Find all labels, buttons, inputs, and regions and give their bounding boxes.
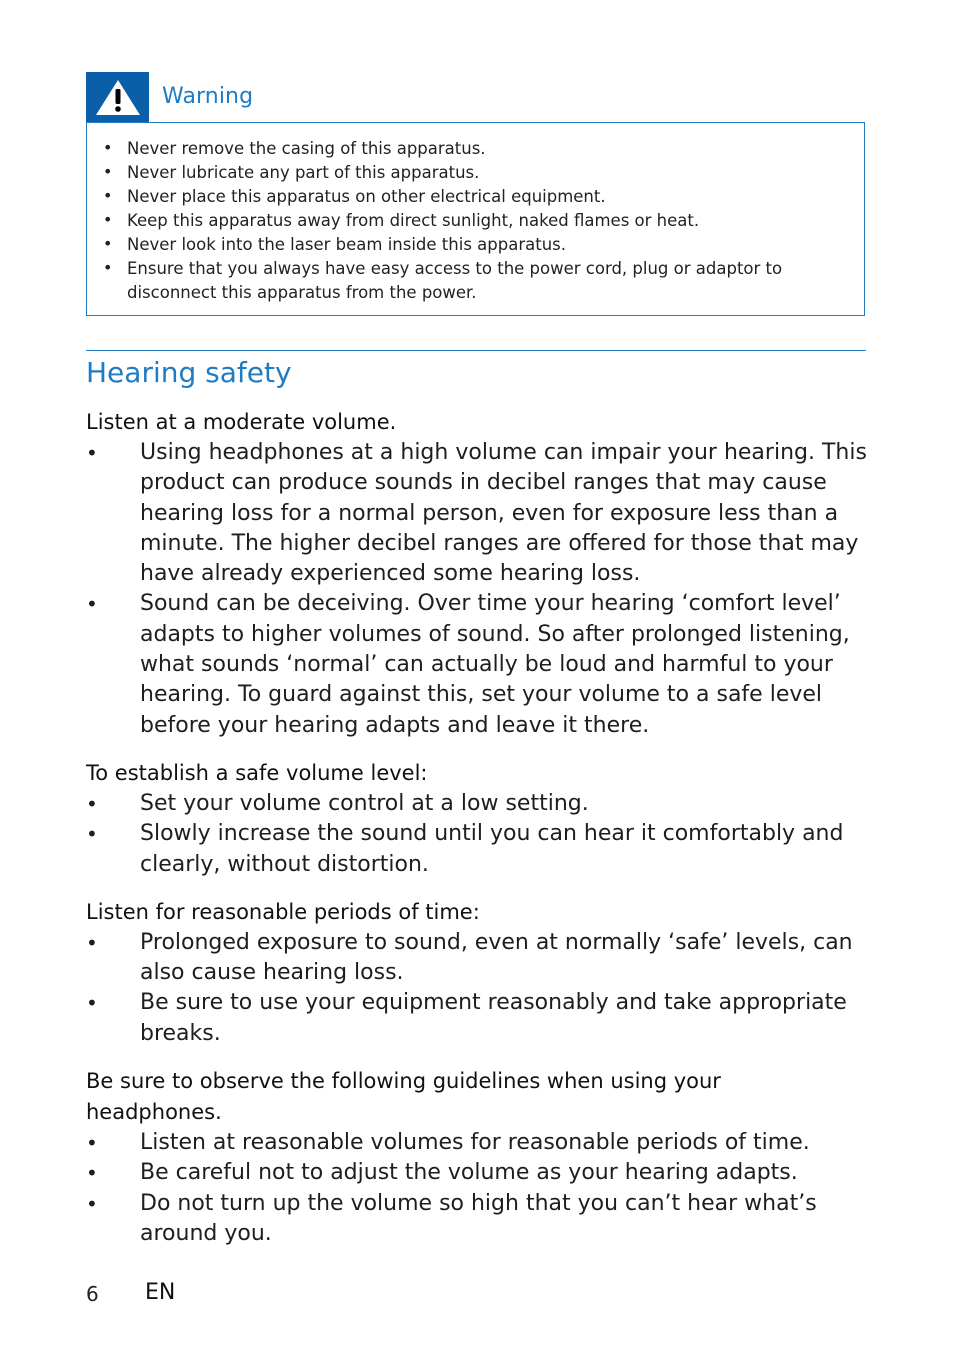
warning-header (86, 72, 253, 122)
list-item: • Be sure to use your equipment reasonably and take appropriate breaks. (86, 988, 868, 1049)
list-item: • Keep this apparatus away from direct sunlight, naked flames or heat. (101, 209, 841, 233)
list-item: • Never lubricate any part of this apparatus. (101, 161, 841, 185)
bullet-list (86, 438, 868, 741)
list-item: • Set your volume control at a low setting. (86, 789, 868, 819)
list-item: • Never remove the casing of this apparatus. (101, 137, 841, 161)
bullet-list (86, 1128, 868, 1249)
list-item: • Never look into the laser beam inside this apparatus. (101, 233, 841, 257)
list-item: • Slowly increase the sound until you can hear it comfortably and clearly, without distortion. (86, 819, 868, 880)
warning-list (101, 137, 841, 305)
list-item: • Listen at reasonable volumes for reasonable periods of time. (86, 1128, 868, 1158)
subheading: To establish a safe volume level: (86, 760, 428, 785)
list-item: • Prolonged exposure to sound, even at normally ‘safe’ levels, can also cause hearing loss. (86, 928, 868, 989)
subheading: Listen for reasonable periods of time: (86, 899, 480, 924)
list-item: • Ensure that you always have easy access to the power cord, plug or adaptor to disconnect this apparatus from the power. (101, 257, 841, 305)
language-label: EN (145, 1280, 176, 1305)
list-item: • Do not turn up the volume so high that you can’t hear what’s around you. (86, 1189, 868, 1250)
warning-triangle-icon (86, 72, 149, 122)
section-title: Hearing safety (86, 356, 292, 389)
list-item: • Sound can be deceiving. Over time your hearing ‘comfort level’ adapts to higher volumes of sound. So after prolonged listening, what sounds ‘normal’ can actually be loud and harmful to your hearing. To guard against this, set your volume to a safe level before your hearing adapts and leave it there. (86, 589, 868, 740)
list-item: • Using headphones at a high volume can impair your hearing. This product can produce sounds in decibel ranges that may cause hearing loss for a normal person, even for exposure less than a minute. The higher decibel ranges are offered for those that may have already experienced some hearing loss. (86, 438, 868, 589)
warning-title: Warning (162, 84, 254, 109)
bullet-list (86, 789, 868, 880)
subheading: Listen at a moderate volume. (86, 410, 397, 434)
warning-box (86, 122, 865, 316)
page-number: 6 (86, 1282, 99, 1306)
bullet-list (86, 928, 868, 1049)
subheading: Be sure to observe the following guidelines when using your headphones. (86, 1069, 721, 1125)
list-item: • Be careful not to adjust the volume as your hearing adapts. (86, 1158, 868, 1188)
list-item: • Never place this apparatus on other electrical equipment. (101, 185, 841, 209)
section-divider (86, 350, 866, 351)
section-content (86, 407, 868, 1266)
